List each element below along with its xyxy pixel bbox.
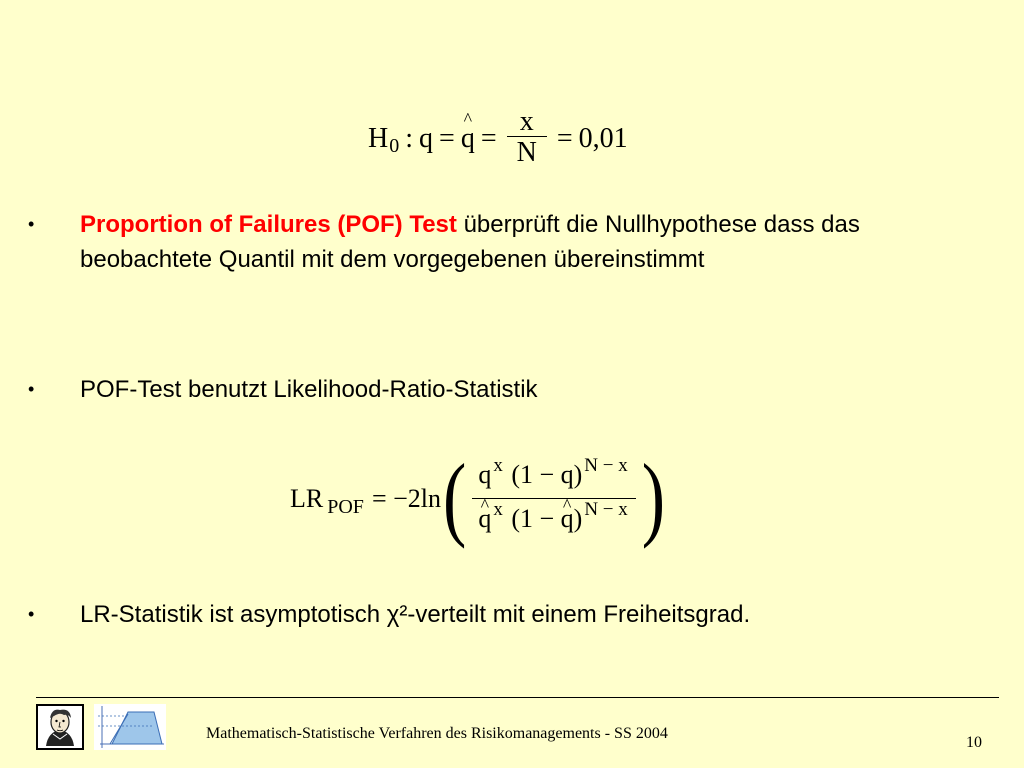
lr-fraction (472, 455, 635, 542)
den-paren-exponent: N − x (584, 499, 628, 520)
formula-h-subscript: 0 (389, 135, 400, 157)
bullet-marker: • (28, 379, 35, 399)
distribution-chart-icon (94, 704, 166, 750)
null-hypothesis-formula (368, 108, 628, 169)
bullet-text: LR-Statistik ist asymptotisch χ²-verteilt mit einem Freiheitsgrad. (80, 601, 751, 628)
formula-fraction (507, 108, 547, 169)
footer-divider (36, 697, 999, 698)
formula-rhs: = −2ln (371, 483, 441, 513)
fraction-numerator: x (519, 106, 534, 137)
formula-equals-1: = (439, 122, 455, 154)
num-paren: (1 − q) (511, 460, 583, 489)
page-number: 10 (966, 734, 982, 751)
den-q-exponent: x (493, 499, 503, 520)
fraction-denominator: N (516, 137, 537, 168)
formula-q: q (419, 122, 434, 154)
bullet-marker: • (28, 214, 35, 234)
formula-value: 0,01 (578, 122, 628, 154)
num-paren-exponent: N − x (584, 455, 628, 476)
bullet-marker: • (28, 604, 35, 624)
right-paren: ) (641, 445, 666, 550)
den-paren-q-hat: ^ q (561, 499, 574, 539)
formula-lr-subscript: POF (327, 496, 364, 518)
num-q: q (478, 460, 492, 489)
formula-equals-2: = (480, 122, 497, 154)
formula-h: H (368, 122, 389, 154)
lr-denominator (472, 499, 635, 542)
den-paren-close: ) (573, 504, 583, 533)
left-paren: ( (443, 445, 467, 550)
den-paren-open: (1 − (511, 504, 561, 533)
bullet-highlight: Proportion of Failures (POF) Test (80, 211, 457, 238)
lr-numerator (472, 455, 635, 498)
num-q-exponent: x (493, 455, 503, 476)
den-q-hat: ^ q (478, 499, 491, 539)
footer-title: Mathematisch-Statistische Verfahren des Risikomanagements - SS 2004 (206, 725, 668, 742)
formula-colon: : (405, 122, 414, 154)
portrait-logo-icon (36, 704, 84, 750)
formula-q-hat: ^ q (461, 123, 475, 155)
bullet-text: POF-Test benutzt Likelihood-Ratio-Statistik (80, 376, 538, 403)
bullet-body: überprüft die Nullhypothese dass das beobachtete Quantil mit dem vorgegebenen übereinstimmt (80, 211, 860, 273)
bullet-text (80, 207, 980, 277)
formula-lr: LR (290, 483, 324, 513)
formula-equals-3: = (556, 122, 573, 154)
lr-pof-formula (290, 445, 667, 550)
